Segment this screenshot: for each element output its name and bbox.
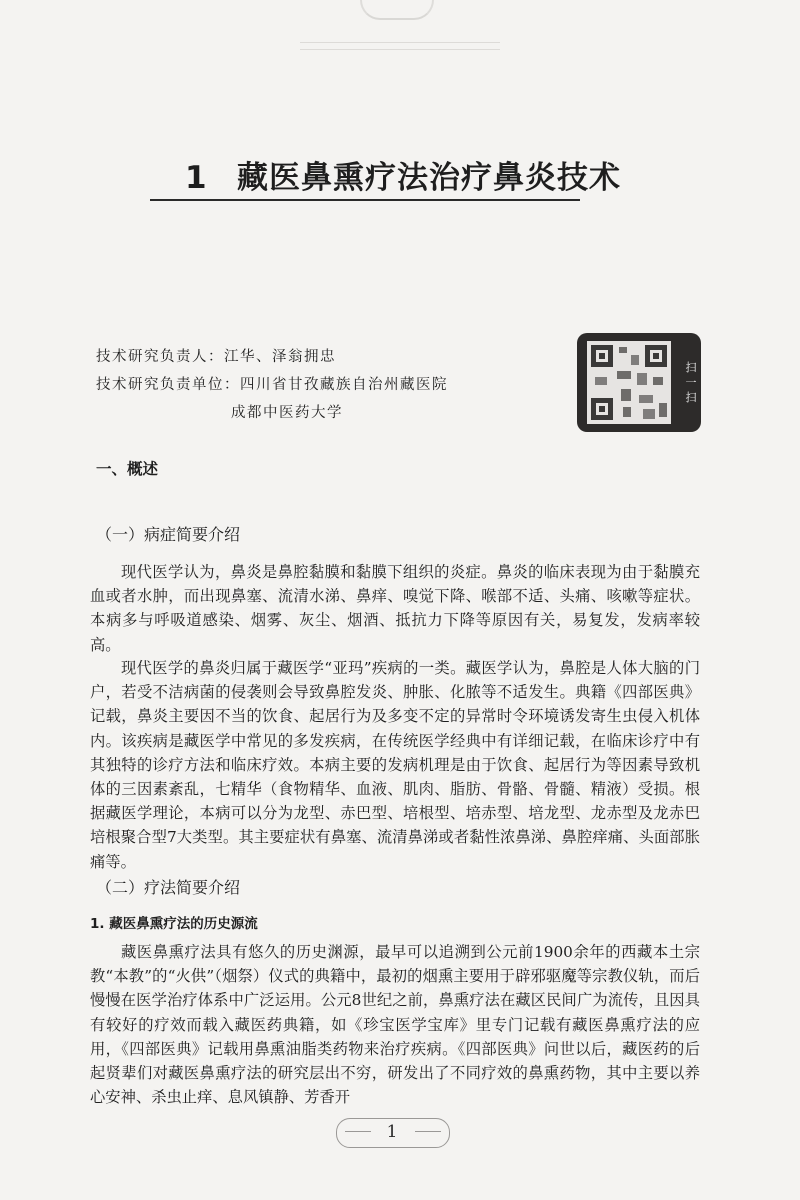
qr-code-frame[interactable]: [577, 333, 681, 432]
chapter-title-text: 藏医鼻熏疗法治疗鼻炎技术: [237, 160, 621, 196]
body-paragraph-2: 现代医学的鼻炎归属于藏医学“亚玛”疾病的一类。藏医学认为，鼻腔是人体大脑的门户，若受不洁病菌的侵袭则会导致鼻腔发炎、肿胀、化脓等不适发生。典籍《四部医典》记载，鼻炎主要因不当的饮食、起居行为及多变不定的异常时令环境诱发寄生虫侵入机体内。该疾病是藏医学中常见的多发疾病，在传统医学经典中有详细记载，在临床诊疗中有其独特的诊疗方法和临床疗效。本病主要的发病机理是由于饮食、起居行为等因素导致机体的三因素紊乱，七精华（食物精华、血液、肌肉、脂肪、骨骼、骨髓、精液）受损。根据藏医学理论，本病可以分为龙型、赤巴型、培根型、培赤型、培龙型、龙赤型及龙赤巴培根聚合型7大类型。其主要症状有鼻塞、流清鼻涕或者黏性浓鼻涕、鼻腔痒痛、头面部胀痛等。: [90, 659, 700, 871]
research-leader: 技术研究负责人：江华、泽翁拥忠: [96, 349, 336, 365]
header-ornament: [360, 0, 434, 20]
history-heading: 1. 藏医鼻熏疗法的历史源流: [90, 916, 258, 932]
scan-tab[interactable]: [681, 333, 701, 432]
page-number: 1: [386, 1122, 398, 1142]
body-paragraph-3: 藏医鼻熏疗法具有悠久的历史渊源，最早可以追溯到公元前1900余年的西藏本土宗教“本教”的“火供”（烟祭）仪式的典籍中，最初的烟熏主要用于辟邪驱魔等宗教仪轨，而后慢慢在医学治疗体系中广泛运用。公元8世纪之前，鼻熏疗法在藏区民间广为流传，且因具有较好的疗效而载入藏医药典籍，如《珍宝医学宝库》里专门记载有藏医鼻熏疗法的应用，《四部医典》记载用鼻熏油脂类药物来治疗疾病。《四部医典》问世以后，藏医药的后起贤辈们对藏医鼻熏疗法的研究层出不穷，研发出了不同疗效的鼻熏药物，其中主要以养心安神、杀虫止痒、息风镇静、芳香开: [90, 943, 700, 1107]
body-paragraph-1: 现代医学认为，鼻炎是鼻腔黏膜和黏膜下组织的炎症。鼻炎的临床表现为由于黏膜充血或者水肿，而出现鼻塞、流清水涕、鼻痒、嗅觉下降、喉部不适、头痛、咳嗽等症状。本病多与呼吸道感染、烟雾、灰尘、烟酒、抵抗力下降等原因有关，易复发，发病率较高。: [90, 563, 700, 654]
qr-code-icon: [587, 341, 671, 424]
chapter-number: 1: [185, 160, 208, 196]
subsection-heading-disease: （一）病症简要介绍: [96, 525, 241, 544]
subsection-heading-therapy: （二）疗法简要介绍: [96, 878, 241, 897]
title-underline: [150, 199, 580, 201]
scan-tab-char-3: 扫: [685, 391, 697, 404]
header-rule: [300, 42, 500, 50]
scan-tab-char-2: 一: [685, 376, 697, 389]
section-heading-overview: 一、概述: [96, 460, 159, 478]
research-unit-second: 成都中医药大学: [231, 405, 343, 421]
research-unit: 技术研究负责单位：四川省甘孜藏族自治州藏医院: [96, 377, 448, 393]
chapter-title: [185, 152, 621, 197]
scan-tab-char-1: 扫: [685, 361, 697, 374]
